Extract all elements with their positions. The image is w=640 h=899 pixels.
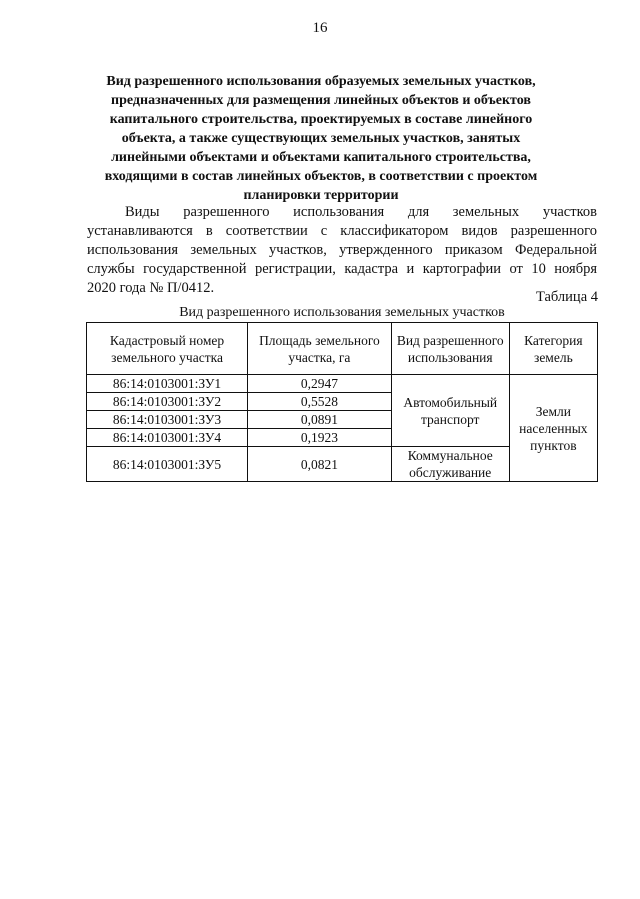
area-cell: 0,0821 (248, 447, 392, 482)
area-cell: 0,2947 (248, 375, 392, 393)
land-plots-table (86, 322, 598, 482)
heading-line: объекта, а также существующих земельных участков, занятых (121, 131, 521, 146)
header-land-category: Категория земель (509, 323, 597, 375)
paragraph-line: 2020 года № П/0412. (87, 280, 215, 296)
header-permitted-use: Вид разрешенного использования (391, 323, 509, 375)
cadastral-number-cell: 86:14:0103001:ЗУ2 (87, 393, 248, 411)
area-cell: 0,5528 (248, 393, 392, 411)
heading-line: капитального строительства, проектируемых в составе линейного (109, 112, 533, 127)
permitted-use-cell: Автомобильный транспорт (391, 375, 509, 447)
cadastral-number-cell: 86:14:0103001:ЗУ5 (87, 447, 248, 482)
cadastral-number-cell: 86:14:0103001:ЗУ4 (87, 429, 248, 447)
paragraph-line: Виды разрешенного использования для земельных участков (125, 204, 597, 220)
paragraph-line: устанавливаются в соответствии с классификатором видов разрешенного (87, 223, 597, 239)
page-number: 16 (312, 20, 328, 36)
heading-line: линейными объектами и объектами капитального строительства, (111, 150, 531, 165)
body-paragraph (87, 203, 597, 298)
header-cadastral-number: Кадастровый номер земельного участка (87, 323, 248, 375)
heading-line: предназначенных для размещения линейных объектов и объектов (111, 93, 531, 108)
cadastral-number-cell: 86:14:0103001:ЗУ3 (87, 411, 248, 429)
header-area: Площадь земельного участка, га (248, 323, 392, 375)
table-caption: Вид разрешенного использования земельных участков (179, 305, 505, 320)
permitted-use-cell: Коммунальное обслуживание (391, 447, 509, 482)
area-cell: 0,0891 (248, 411, 392, 429)
table-number: Таблица 4 (535, 289, 598, 305)
paragraph-line: использования земельных участков, утвержденного приказом Федеральной (87, 242, 597, 258)
paragraph-line: службы государственной регистрации, кадастра и картографии от 10 ноября (87, 261, 597, 277)
table-header-row (87, 323, 598, 375)
heading-line: входящими в состав линейных объектов, в соответствии с проектом (104, 169, 538, 184)
land-category-cell: Земли населенных пунктов (509, 375, 597, 482)
cadastral-number-cell: 86:14:0103001:ЗУ1 (87, 375, 248, 393)
heading-line: планировки территории (243, 188, 399, 203)
heading-line: Вид разрешенного использования образуемых земельных участков, (106, 74, 536, 89)
table-row (87, 375, 598, 393)
area-cell: 0,1923 (248, 429, 392, 447)
section-heading (96, 72, 546, 205)
